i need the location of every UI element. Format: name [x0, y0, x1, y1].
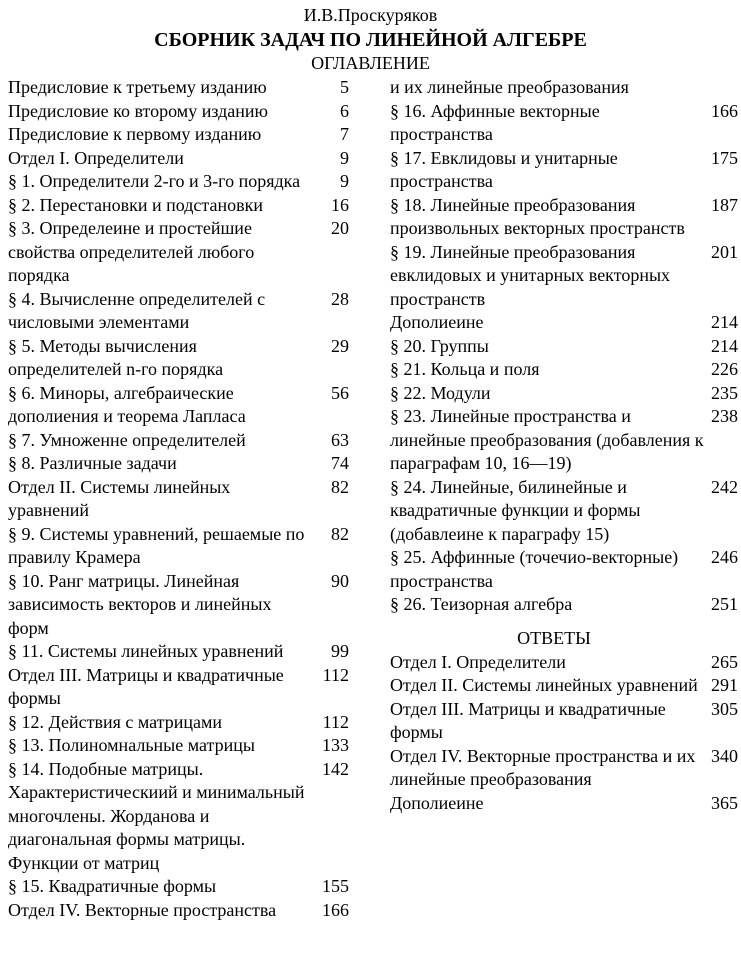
toc-entry	[8, 570, 353, 641]
toc-entry-page-number: 133	[322, 735, 349, 755]
toc-entry-page-number: 340	[711, 745, 738, 766]
toc-entry-page-number: 56	[331, 382, 349, 403]
toc-entry	[8, 147, 353, 171]
toc-entry-title: Предисловие к первому изданию	[8, 124, 262, 144]
toc-entry-page-number: 246	[711, 547, 738, 567]
toc-entry-title: Дополиеине	[390, 312, 484, 332]
toc-entry	[8, 429, 353, 453]
toc-entry	[8, 476, 353, 523]
book-title: СБОРНИК ЗАДАЧ ПО ЛИНЕЙНОЙ АЛГЕБРЕ	[154, 29, 587, 51]
toc-entry-page-number: 214	[711, 335, 738, 356]
toc-entry-page-number: 9	[340, 147, 349, 168]
toc-entry-page-number: 142	[322, 758, 349, 779]
toc-entry-title: § 1. Определители 2-го и 3-го порядка	[8, 171, 301, 191]
toc-entry-title: Отдел III. Матрицы и квадратичные формы	[8, 664, 284, 708]
toc-entry	[390, 476, 738, 547]
toc-entry-page-number: 63	[331, 429, 349, 450]
toc-entry	[8, 734, 353, 758]
toc-entry-title: § 20. Группы	[390, 335, 489, 356]
toc-entry-page-number: 5	[340, 77, 349, 97]
toc-entry	[390, 194, 738, 241]
toc-entry-page-number: 20	[331, 218, 349, 238]
toc-entry-page-number: 175	[711, 147, 738, 168]
toc-entry-title: § 14. Подобные матрицы. Характеристическиий и минимальный многочлены. Жорданова и диагональная формы матрицы. Функции от матриц	[8, 758, 305, 873]
toc-entry-title: § 2. Перестановки и подстановки	[8, 194, 263, 215]
toc-entry	[8, 664, 353, 711]
toc-entry	[8, 100, 353, 124]
toc-entry-page-number: 365	[711, 792, 738, 813]
toc-entry	[390, 76, 738, 100]
toc-entry-page-number: 9	[340, 171, 349, 191]
toc-entry-title: § 18. Линейные преобразования произвольных векторных пространств	[390, 194, 685, 238]
toc-entry-title: § 22. Модули	[390, 382, 491, 403]
toc-entry-page-number: 226	[711, 359, 738, 379]
toc-entry-title: § 19. Линейные преобразования евклидовых и унитарных векторных пространств	[390, 241, 671, 309]
toc-entry-page-number: 214	[711, 312, 738, 332]
toc-entry-title: § 9. Системы уравнений, решаемые по правилу Крамера	[8, 523, 305, 567]
toc-entry	[8, 194, 353, 218]
toc-entry-page-number: 251	[711, 594, 738, 614]
toc-entry-title: Отдел IV. Векторные пространства	[8, 899, 277, 920]
toc-entry-page-number: 29	[331, 335, 349, 356]
toc-entry	[390, 335, 738, 359]
toc-entry-page-number: 7	[340, 124, 349, 144]
toc-entry	[390, 593, 738, 617]
toc-entry-title: Предисловие ко второму изданию	[8, 100, 268, 121]
author-name: И.В.Проскуряков	[303, 5, 438, 25]
toc-entry-page-number: 238	[711, 406, 738, 426]
toc-entry-page-number: 82	[331, 476, 349, 497]
toc-entry-page-number: 187	[711, 194, 738, 215]
toc-entry-title: § 17. Евклидовы и унитарные пространства	[390, 147, 618, 191]
toc-entry-title: § 21. Кольца и поля	[390, 359, 540, 379]
toc-entry	[390, 745, 738, 792]
toc-entry-page-number: 305	[711, 698, 738, 719]
toc-entry	[390, 100, 738, 147]
contents-heading: ОГЛАВЛЕНИЕ	[311, 53, 430, 73]
toc-entry	[390, 147, 738, 194]
toc-entry-title: § 15. Квадратичные формы	[8, 876, 217, 896]
toc-entry-page-number: 28	[331, 288, 349, 309]
answers-heading: ОТВЕТЫ	[517, 627, 591, 648]
toc-entry-title: § 25. Аффинные (точечио-векторные) пространства	[390, 547, 679, 591]
toc-entry	[8, 382, 353, 429]
toc-entry	[8, 899, 353, 923]
toc-entry-title: § 7. Умноженне определителей	[8, 429, 246, 450]
toc-entry-title: Предисловие к третьему изданию	[8, 77, 267, 97]
toc-entry-title: Отдел III. Матрицы и квадратичные формы	[390, 698, 666, 742]
toc-entry	[390, 358, 738, 382]
toc-entry-title: § 5. Методы вычисления определителей n-го порядка	[8, 335, 224, 379]
toc-entry	[390, 651, 738, 675]
toc-left-column	[8, 76, 353, 922]
toc-entry-title: Отдел II. Системы линейных уравнений	[390, 675, 698, 695]
toc-entry-title: § 10. Ранг матрицы. Линейная зависимость векторов и линейных форм	[8, 570, 272, 638]
toc-entry	[8, 758, 353, 876]
toc-entry-page-number: 82	[331, 523, 349, 544]
toc-entry-page-number: 112	[322, 711, 349, 732]
toc-entry-title: § 11. Системы линейных уравнений	[8, 641, 284, 661]
toc-entry-title: § 26. Теизорная алгебра	[390, 594, 573, 614]
toc-entry-title: § 4. Вычисленне определителей с числовыми элементами	[8, 288, 266, 332]
toc-entry	[390, 382, 738, 406]
toc-entry-page-number: 291	[711, 675, 738, 695]
toc-entry	[390, 311, 738, 335]
toc-entry	[8, 875, 353, 899]
toc-entry-title: § 13. Полиномнальные матрицы	[8, 735, 255, 755]
toc-entry-title: Отдел IV. Векторные пространства и их линейные преобразования	[390, 745, 696, 789]
toc-entry	[8, 640, 353, 664]
toc-entry	[8, 123, 353, 147]
toc-right-column	[390, 76, 738, 815]
toc-entry-page-number: 74	[331, 453, 349, 473]
toc-entry-title: и их линейные преобразования	[390, 77, 629, 97]
toc-entry	[8, 76, 353, 100]
toc-entry	[8, 711, 353, 735]
toc-entry-page-number: 99	[331, 641, 349, 661]
toc-entry	[390, 241, 738, 312]
toc-entry-title: § 12. Действия с матрицами	[8, 711, 223, 732]
toc-entry-title: § 8. Различные задачи	[8, 453, 177, 473]
toc-entry-title: Отдел II. Системы линейных уравнений	[8, 476, 231, 520]
toc-entry-title: § 24. Линейные, билинейные и квадратичные функции и формы (добавлеине к параграфу 15)	[390, 476, 641, 544]
toc-entry-page-number: 166	[322, 899, 349, 920]
toc-entry	[8, 170, 353, 194]
toc-entry	[390, 674, 738, 698]
toc-entry	[8, 335, 353, 382]
toc-entry-page-number: 155	[322, 876, 349, 896]
toc-entry	[390, 792, 738, 816]
toc-entry	[8, 217, 353, 288]
toc-entry	[8, 523, 353, 570]
toc-entry-page-number: 166	[711, 100, 738, 121]
toc-entry	[8, 452, 353, 476]
toc-entry	[390, 546, 738, 593]
toc-entry-page-number: 16	[331, 194, 349, 215]
toc-entry-page-number: 112	[322, 664, 349, 685]
toc-entry-title: § 16. Аффинные векторные пространства	[390, 100, 600, 144]
toc-entry	[390, 698, 738, 745]
toc-entry-page-number: 201	[711, 241, 738, 262]
toc-entry	[8, 288, 353, 335]
toc-entry-title: Отдел I. Определители	[8, 147, 184, 168]
toc-entry	[390, 405, 738, 476]
toc-entry-page-number: 242	[711, 476, 738, 497]
toc-entry-title: Отдел I. Определители	[390, 651, 566, 672]
toc-entry-title: § 23. Линейные пространства и линейные преобразования (добавления к параграфам 10, 16—19)	[390, 406, 704, 473]
toc-entry-page-number: 6	[340, 100, 349, 121]
toc-entry-page-number: 265	[711, 651, 738, 672]
toc-entry-page-number: 235	[711, 382, 738, 403]
toc-entry-title: Дополиеине	[390, 792, 484, 813]
toc-entry-page-number: 90	[331, 570, 349, 591]
toc-entry-title: § 6. Миноры, алгебраические дополиения и теорема Лапласа	[8, 382, 246, 426]
toc-entry-title: § 3. Определеине и простейшие свойства определителей любого порядка	[8, 218, 255, 285]
